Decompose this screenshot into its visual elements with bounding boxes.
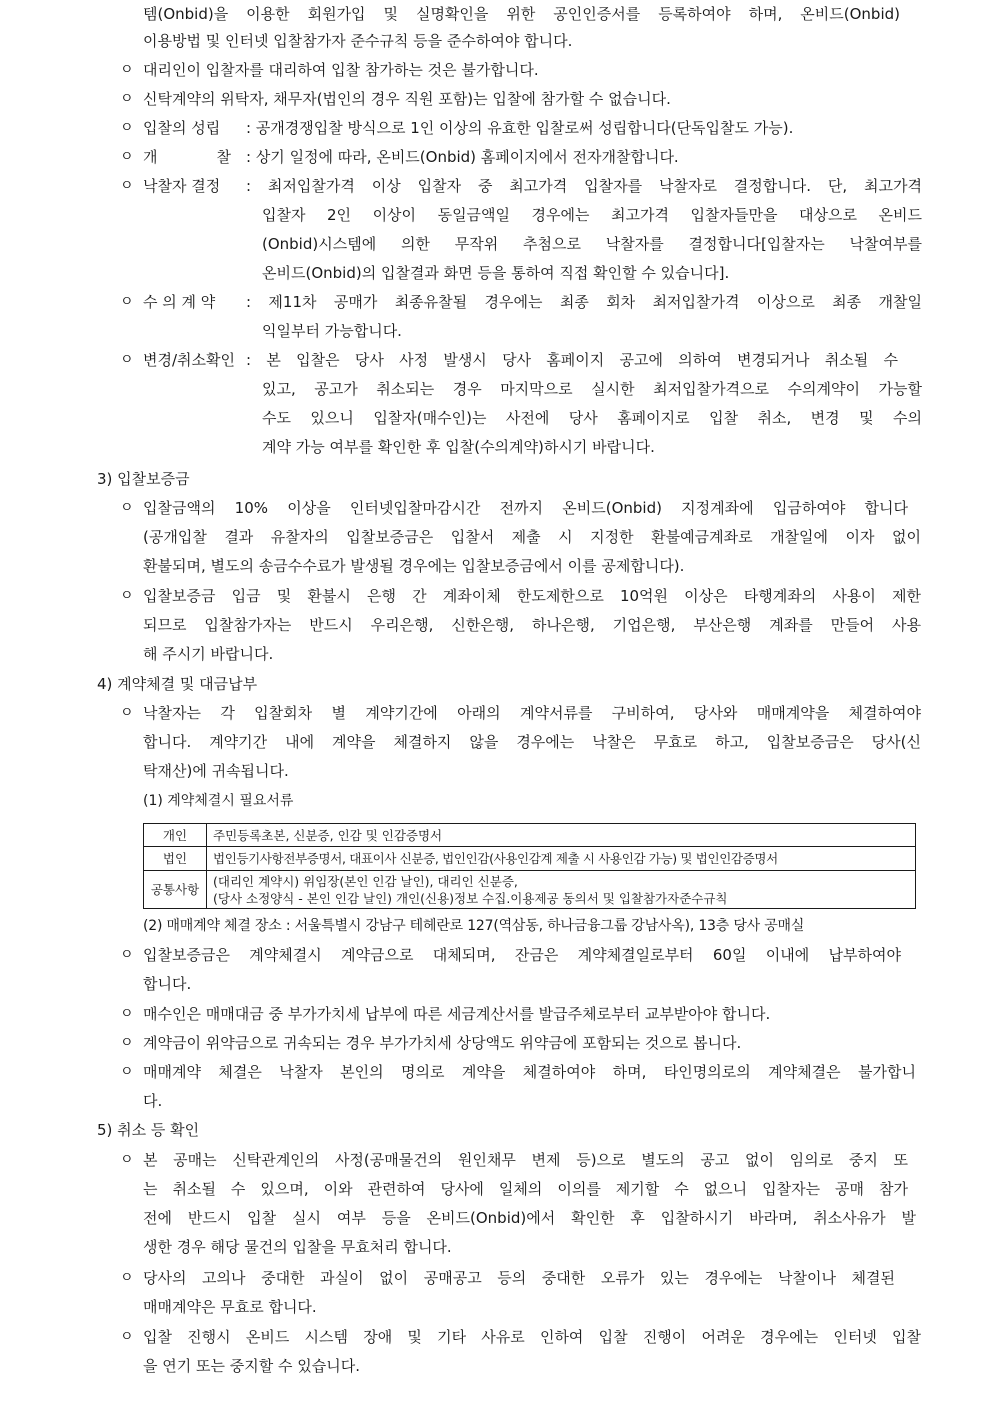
private-line: : 제11차 공매가 최종유찰될 경우에는 최종 회차 최저입찰가격 이상으로 최종 개찰일 [246, 293, 922, 311]
change-line: : 본 입찰은 당사 사정 발생시 당사 홈페이지 공고에 의하여 변경되거나 취소될 수 [246, 351, 898, 369]
bullet: ㅇ [120, 62, 134, 78]
contract-line: 계약금이 위약금으로 귀속되는 경우 부가가치세 상당액도 위약금에 포함되는 것으로 봅니다. [143, 1034, 742, 1052]
bullet: ㅇ [120, 294, 134, 310]
change-label: 변경/취소확인 [143, 351, 235, 369]
row-header: 공통사항 [144, 871, 207, 909]
contract-line: 다. [143, 1092, 163, 1110]
row-cell [207, 871, 916, 909]
bullet: ㅇ [120, 947, 134, 963]
bullet: ㅇ [120, 352, 134, 368]
contract-line: 탁재산)에 귀속됩니다. [143, 762, 289, 780]
establish-text: : 공개경쟁입찰 방식으로 1인 이상의 유효한 입찰로써 성립합니다(단독입찰도 가능). [246, 119, 794, 137]
cancel-line: 생한 경우 해당 물건의 입찰을 무효처리 합니다. [143, 1238, 452, 1256]
row-cell: 법인등기사항전부증명서, 대표이사 신분증, 법인인감(사용인감계 제출 시 사용인감 가능) 및 법인인감증명서 [207, 847, 916, 871]
winner-line: (Onbid)시스템에 의한 무작위 추첨으로 낙찰자를 결정합니다[입찰자는 낙찰여부를 [262, 235, 922, 253]
row-header: 개인 [144, 824, 207, 847]
section-heading-5: 5) 취소 등 확인 [97, 1121, 200, 1139]
deposit-line: 해 주시기 바랍니다. [143, 645, 274, 663]
table-row [144, 824, 916, 847]
row-cell-line: (대리인 계약시) 위임장(본인 인감 날인), 대리인 신분증, [213, 873, 518, 889]
change-line: 있고, 공고가 취소되는 경우 마지막으로 실시한 최저입찰가격으로 수의계약이 가능할 [262, 380, 922, 398]
deposit-line: 되므로 입찰참가자는 반드시 우리은행, 신한은행, 하나은행, 기업은행, 부산은행 계좌를 만들어 사용 [143, 616, 921, 634]
bullet: ㅇ [120, 1006, 134, 1022]
opening-label-b: 찰 [216, 148, 231, 166]
opening-label-a: 개 [143, 148, 158, 166]
opening-text: : 상기 일정에 따라, 온비드(Onbid) 홈페이지에서 전자개찰합니다. [246, 148, 679, 166]
bullet: ㅇ [120, 120, 134, 136]
cancel-line: 입찰 진행시 온비드 시스템 장애 및 기타 사유로 인하여 입찰 진행이 어려운 경우에는 인터넷 입찰 [143, 1328, 921, 1346]
proxy-rule: 대리인이 입찰자를 대리하여 입찰 참가하는 것은 불가합니다. [143, 61, 539, 79]
contract-line: 매수인은 매매대금 중 부가가치세 납부에 따른 세금계산서를 발급주체로부터 교부받아야 합니다. [143, 1005, 771, 1023]
cancel-line: 을 연기 또는 중지할 수 있습니다. [143, 1357, 360, 1375]
contract-line: 합니다. 계약기간 내에 계약을 체결하지 않을 경우에는 낙찰은 무효로 하고, 입찰보증금은 당사(신 [143, 733, 921, 751]
bullet: ㅇ [120, 1270, 134, 1286]
intro-line: 이용방법 및 인터넷 입찰참가자 준수규칙 등을 준수하여야 합니다. [143, 32, 573, 50]
row-cell-line: (당사 소정양식 - 본인 인감 날인) 개인(신용)정보 수집.이용제공 동의서 및 입찰참가자준수규칙 [213, 890, 728, 906]
winner-line: 온비드(Onbid)의 입찰결과 화면 등을 통하여 직접 확인할 수 있습니다]. [262, 264, 730, 282]
intro-line: 템(Onbid)을 이용한 회원가입 및 실명확인을 위한 공인인증서를 등록하여야 하며, 온비드(Onbid) [143, 5, 900, 23]
cancel-line: 본 공매는 신탁관계인의 사정(공매물건의 원인채무 변제 등)으로 별도의 공고 없이 임의로 중지 또 [143, 1151, 908, 1169]
bullet: ㅇ [120, 1064, 134, 1080]
table-row [144, 871, 916, 909]
winner-line: : 최저입찰가격 이상 입찰자 중 최고가격 입찰자를 낙찰자로 결정합니다. 단, 최고가격 [246, 177, 922, 195]
bullet: ㅇ [120, 149, 134, 165]
winner-line: 입찰자 2인 이상이 동일금액일 경우에는 최고가격 입찰자들만을 대상으로 온비드 [262, 206, 922, 224]
table-row [144, 847, 916, 871]
cancel-line: 당사의 고의나 중대한 과실이 없이 공매공고 등의 중대한 오류가 있는 경우에는 낙찰이나 체결된 [143, 1269, 895, 1287]
contract-place: (2) 매매계약 체결 장소 : 서울특별시 강남구 테헤란로 127(역삼동, 하나금융그룹 강남사옥), 13층 당사 공매실 [143, 918, 805, 934]
private-line: 익일부터 가능합니다. [262, 322, 402, 340]
bullet: ㅇ [120, 588, 134, 604]
cancel-line: 전에 반드시 입찰 실시 여부 등을 온비드(Onbid)에서 확인한 후 입찰하시기 바라며, 취소사유가 발 [143, 1209, 916, 1227]
section-heading-4: 4) 계약체결 및 대금납부 [97, 675, 258, 693]
contract-line: 낙찰자는 각 입찰회차 별 계약기간에 아래의 계약서류를 구비하여, 당사와 매매계약을 체결하여야 [143, 704, 921, 722]
deposit-line: 환불되며, 별도의 송금수수료가 발생될 경우에는 입찰보증금에서 이를 공제합니다). [143, 557, 685, 575]
deposit-line: (공개입찰 결과 유찰자의 입찰보증금은 입찰서 제출 시 지정한 환불예금계좌로 개찰일에 이자 없이 [143, 528, 921, 546]
bullet: ㅇ [120, 705, 134, 721]
bullet: ㅇ [120, 178, 134, 194]
contract-line: 합니다. [143, 975, 192, 993]
private-label: 수 의 계 약 [143, 293, 216, 311]
row-header: 법인 [144, 847, 207, 871]
bullet: ㅇ [120, 1152, 134, 1168]
bullet: ㅇ [120, 500, 134, 516]
cancel-line: 매매계약은 무효로 합니다. [143, 1298, 317, 1316]
establish-label: 입찰의 성립 [143, 119, 221, 137]
docs-title: (1) 계약체결시 필요서류 [143, 793, 294, 809]
deposit-line: 입찰보증금 입금 및 환불시 은행 간 계좌이체 한도제한으로 10억원 이상은 타행계좌의 사용이 제한 [143, 587, 921, 605]
contract-line: 입찰보증금은 계약체결시 계약금으로 대체되며, 잔금은 계약체결일로부터 60일 이내에 납부하여야 [143, 946, 901, 964]
bullet: ㅇ [120, 1329, 134, 1345]
section-heading-3: 3) 입찰보증금 [97, 470, 190, 488]
winner-label: 낙찰자 결정 [143, 177, 221, 195]
contract-line: 매매계약 체결은 낙찰자 본인의 명의로 계약을 체결하여야 하며, 타인명의로의 계약체결은 불가합니 [143, 1063, 916, 1081]
trustor-rule: 신탁계약의 위탁자, 채무자(법인의 경우 직원 포함)는 입찰에 참가할 수 없습니다. [143, 90, 671, 108]
deposit-line: 입찰금액의 10% 이상을 인터넷입찰마감시간 전까지 온비드(Onbid) 지정계좌에 입금하여야 합니다 [143, 499, 908, 517]
opening-label [143, 143, 231, 172]
required-documents-table [143, 823, 916, 909]
cancel-line: 는 취소될 수 있으며, 이와 관련하여 당사에 일체의 이의를 제기할 수 없으니 입찰자는 공매 참가 [143, 1180, 908, 1198]
change-line: 계약 가능 여부를 확인한 후 입찰(수의계약)하시기 바랍니다. [262, 438, 655, 456]
change-line: 수도 있으니 입찰자(매수인)는 사전에 당사 홈페이지로 입찰 취소, 변경 및 수의 [262, 409, 922, 427]
bullet: ㅇ [120, 1035, 134, 1051]
bullet: ㅇ [120, 91, 134, 107]
row-cell: 주민등록초본, 신분증, 인감 및 인감증명서 [207, 824, 916, 847]
